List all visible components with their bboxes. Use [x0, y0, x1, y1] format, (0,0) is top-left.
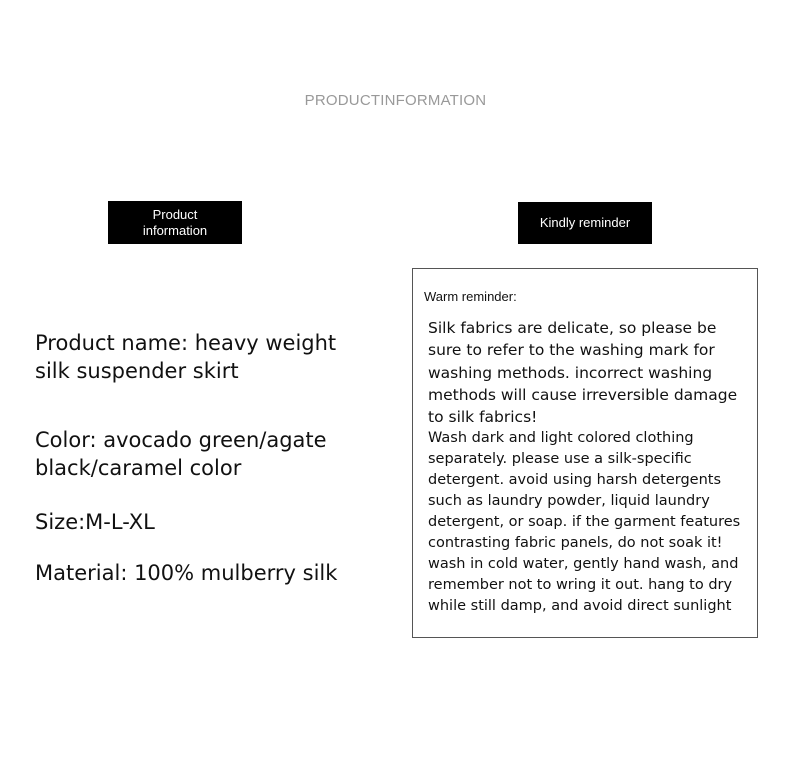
product-color-text: Color: avocado green/agate black/caramel color	[35, 428, 327, 480]
warm-reminder-box	[412, 268, 758, 638]
kindly-reminder-label: Kindly reminder	[518, 202, 652, 244]
warm-reminder-body	[428, 317, 754, 617]
reminder-paragraph-washing: Wash dark and light colored clothing separately. please use a silk-specific detergent. avoid using harsh detergents such as laundry powder, liquid laundry detergent, or soap. if the garment features contrasting fabric panels, do not soak it! wash in cold water, gently hand wash, and remember not to wring it out. hang to dry while still damp, and avoid direct sunlight	[428, 430, 741, 615]
product-material-text: Material: 100% mulberry silk	[35, 561, 338, 585]
product-information-label: Product information	[108, 201, 242, 244]
page-title: PRODUCTINFORMATION	[304, 92, 487, 109]
product-name-text: Product name: heavy weight silk suspender skirt	[35, 331, 337, 383]
warm-reminder-heading: Warm reminder:	[424, 289, 517, 304]
product-size-text: Size:M-L-XL	[35, 510, 155, 534]
reminder-paragraph-delicate: Silk fabrics are delicate, so please be sure to refer to the washing mark for washing methods. incorrect washing methods will cause irreversible damage to silk fabrics!	[428, 319, 738, 427]
